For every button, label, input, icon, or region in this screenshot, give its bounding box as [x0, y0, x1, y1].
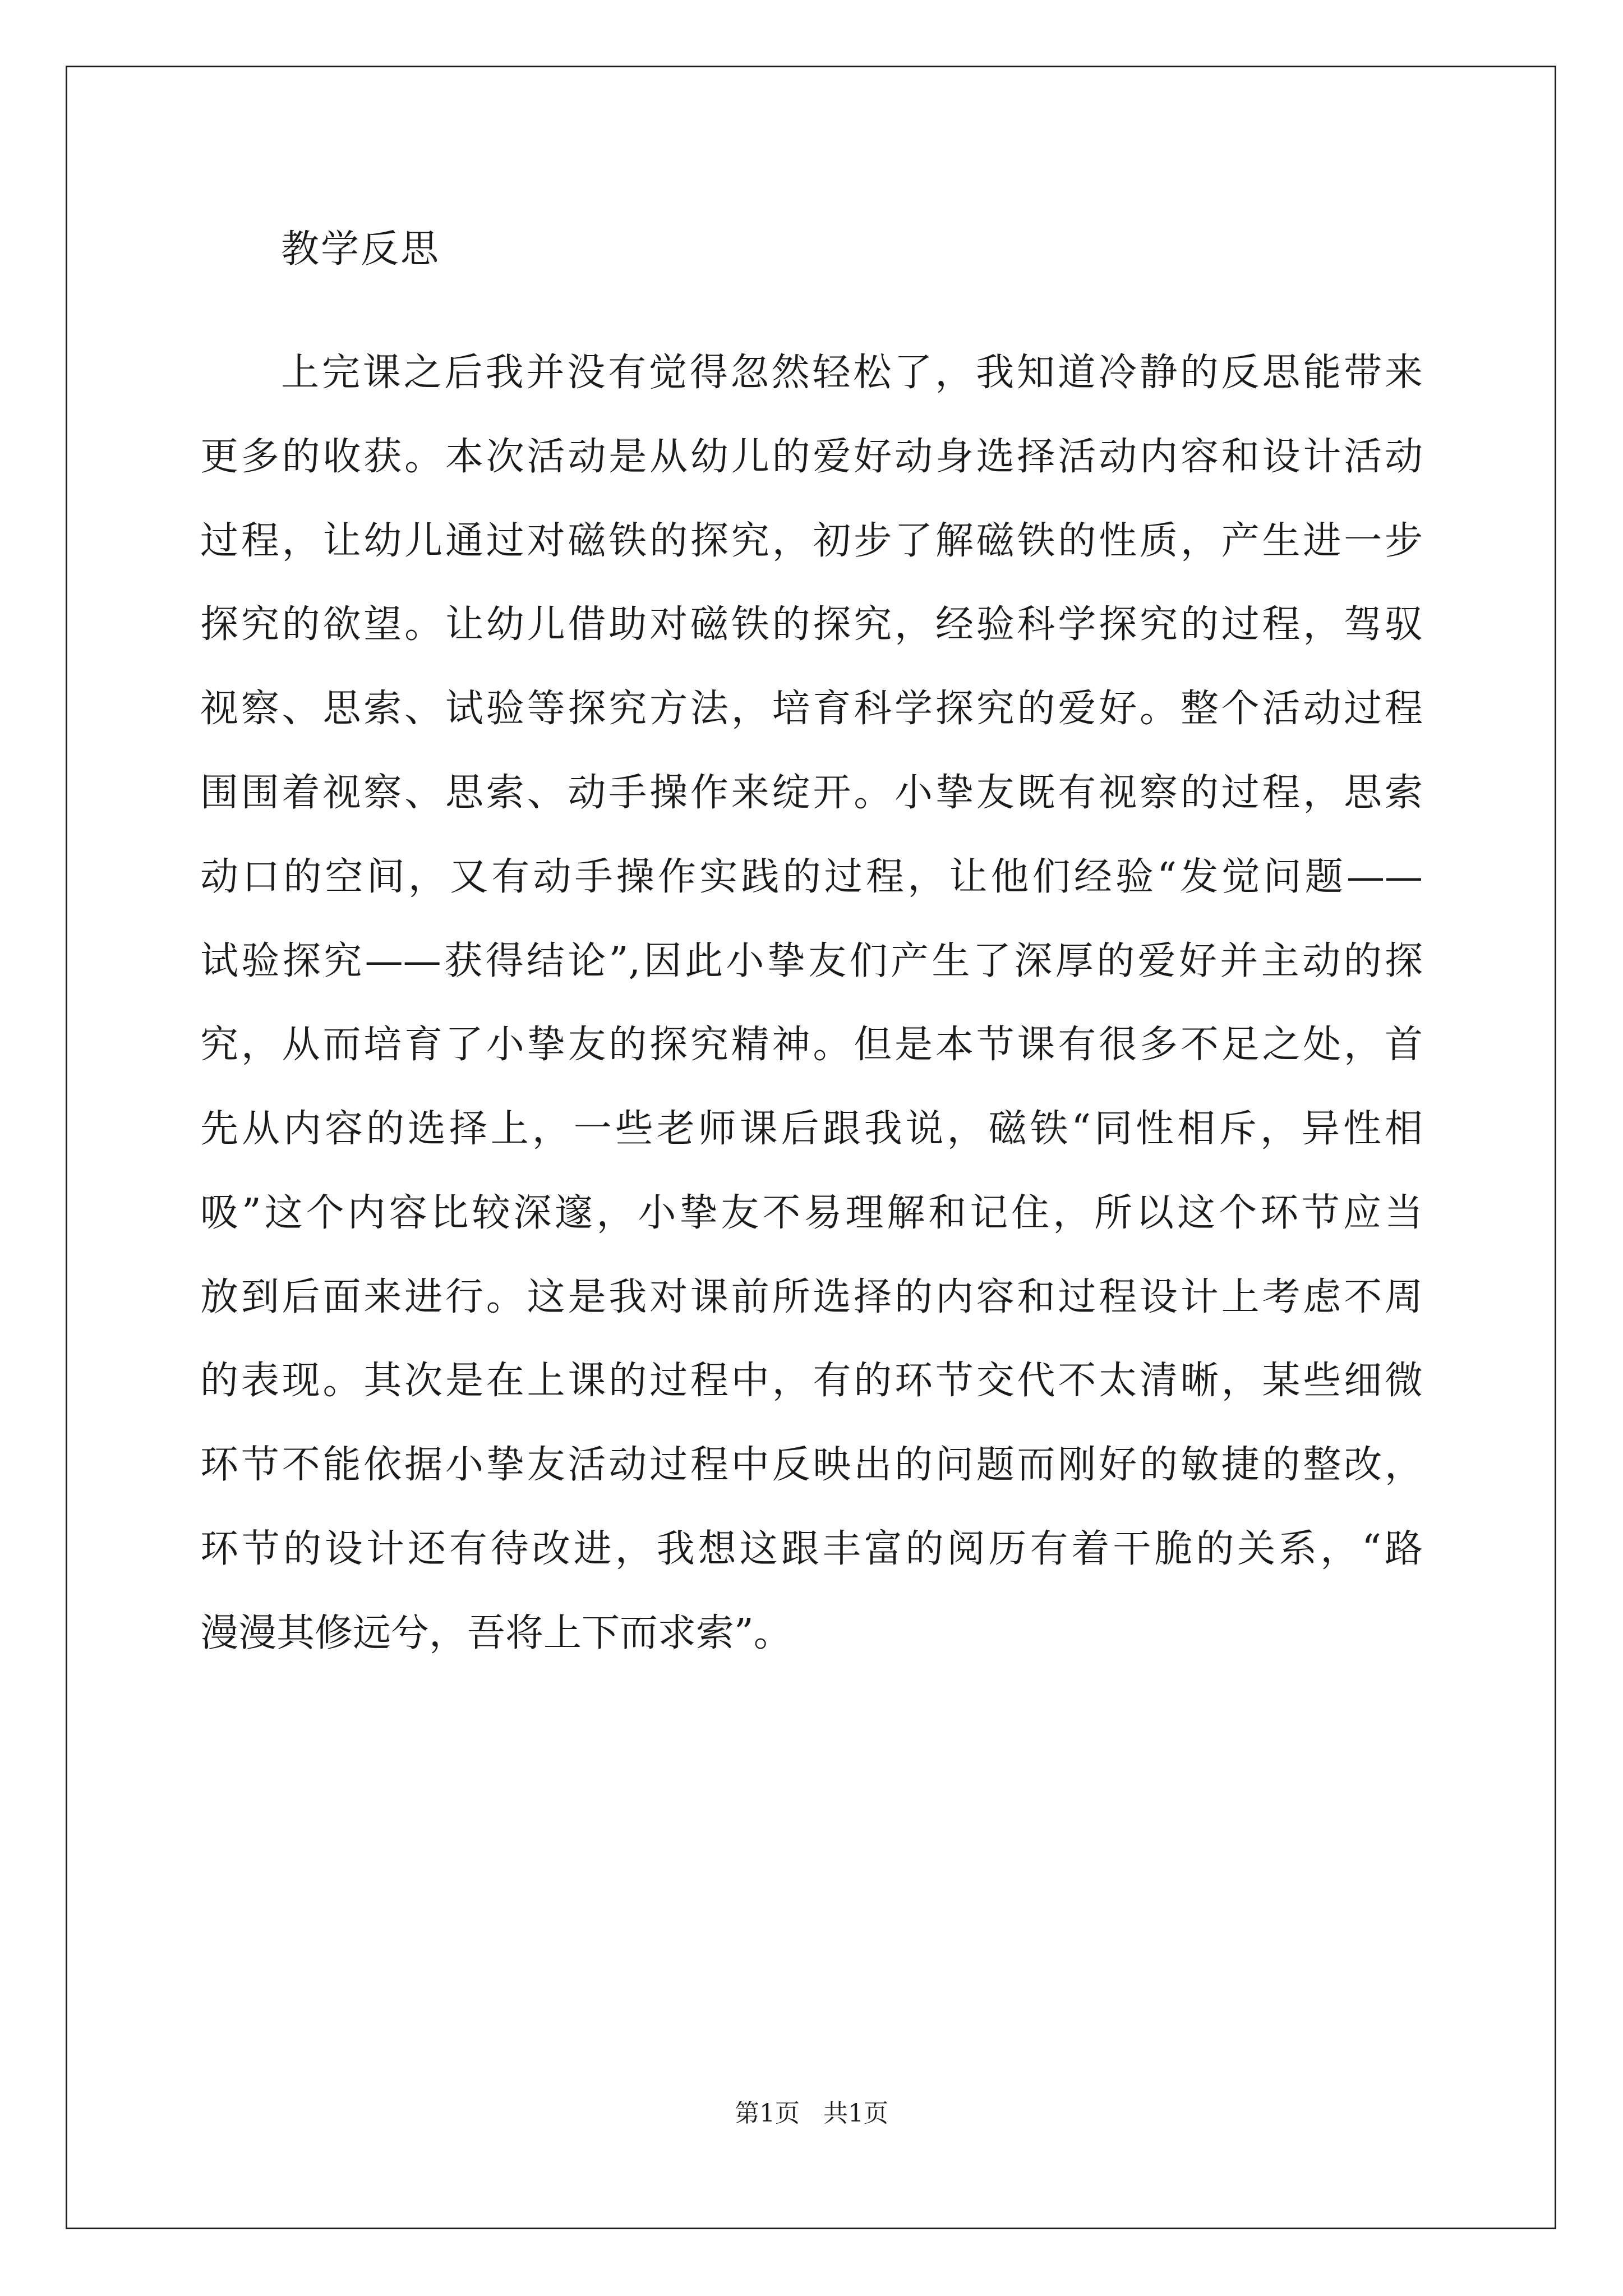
- paragraph-line: 更多的收获。本次活动是从幼儿的爱好动身选择活动内容和设计活动: [200, 435, 1423, 479]
- paragraph-line: 环节的设计还有待改进，我想这跟丰富的阅历有着干脆的关系，“路: [200, 1527, 1423, 1571]
- paragraph-line: 探究的欲望。让幼儿借助对磁铁的探究，经验科学探究的过程，驾驭: [200, 602, 1423, 647]
- paragraph-line: 放到后面来进行。这是我对课前所选择的内容和过程设计上考虑不周: [200, 1275, 1423, 1319]
- paragraph-line: 吸”这个内容比较深邃，小挚友不易理解和记住，所以这个环节应当: [200, 1191, 1423, 1235]
- paragraph-line: 试验探究——获得结论”,因此小挚友们产生了深厚的爱好并主动的探: [200, 939, 1423, 983]
- paragraph-line: 的表现。其次是在上课的过程中，有的环节交代不太清晰，某些细微: [200, 1359, 1423, 1403]
- paragraph-line: 上完课之后我并没有觉得忽然轻松了，我知道冷静的反思能带来: [281, 351, 1423, 395]
- paragraph-line: 过程，让幼儿通过对磁铁的探究，初步了解磁铁的性质，产生进一步: [200, 519, 1423, 563]
- page-number-current: 第1页: [735, 2099, 800, 2128]
- document-heading: 教学反思: [281, 227, 441, 272]
- page-footer: [0, 2097, 1623, 2131]
- paragraph-line: 围围着视察、思索、动手操作来绽开。小挚友既有视察的过程，思索: [200, 771, 1423, 815]
- paragraph-line: 漫漫其修远兮，吾将上下而求索”。: [200, 1611, 792, 1655]
- paragraph-line: 环节不能依据小挚友活动过程中反映出的问题而刚好的敏捷的整改，: [200, 1443, 1423, 1487]
- paragraph-line: 动口的空间，又有动手操作实践的过程，让他们经验“发觉问题——: [200, 855, 1423, 899]
- paragraph-line: 先从内容的选择上，一些老师课后跟我说，磁铁“同性相斥，异性相: [200, 1107, 1423, 1151]
- page-number-total: 共1页: [823, 2099, 888, 2128]
- paragraph-line: 视察、思索、试验等探究方法，培育科学探究的爱好。整个活动过程: [200, 687, 1423, 731]
- paragraph-line: 究，从而培育了小挚友的探究精神。但是本节课有很多不足之处，首: [200, 1023, 1423, 1067]
